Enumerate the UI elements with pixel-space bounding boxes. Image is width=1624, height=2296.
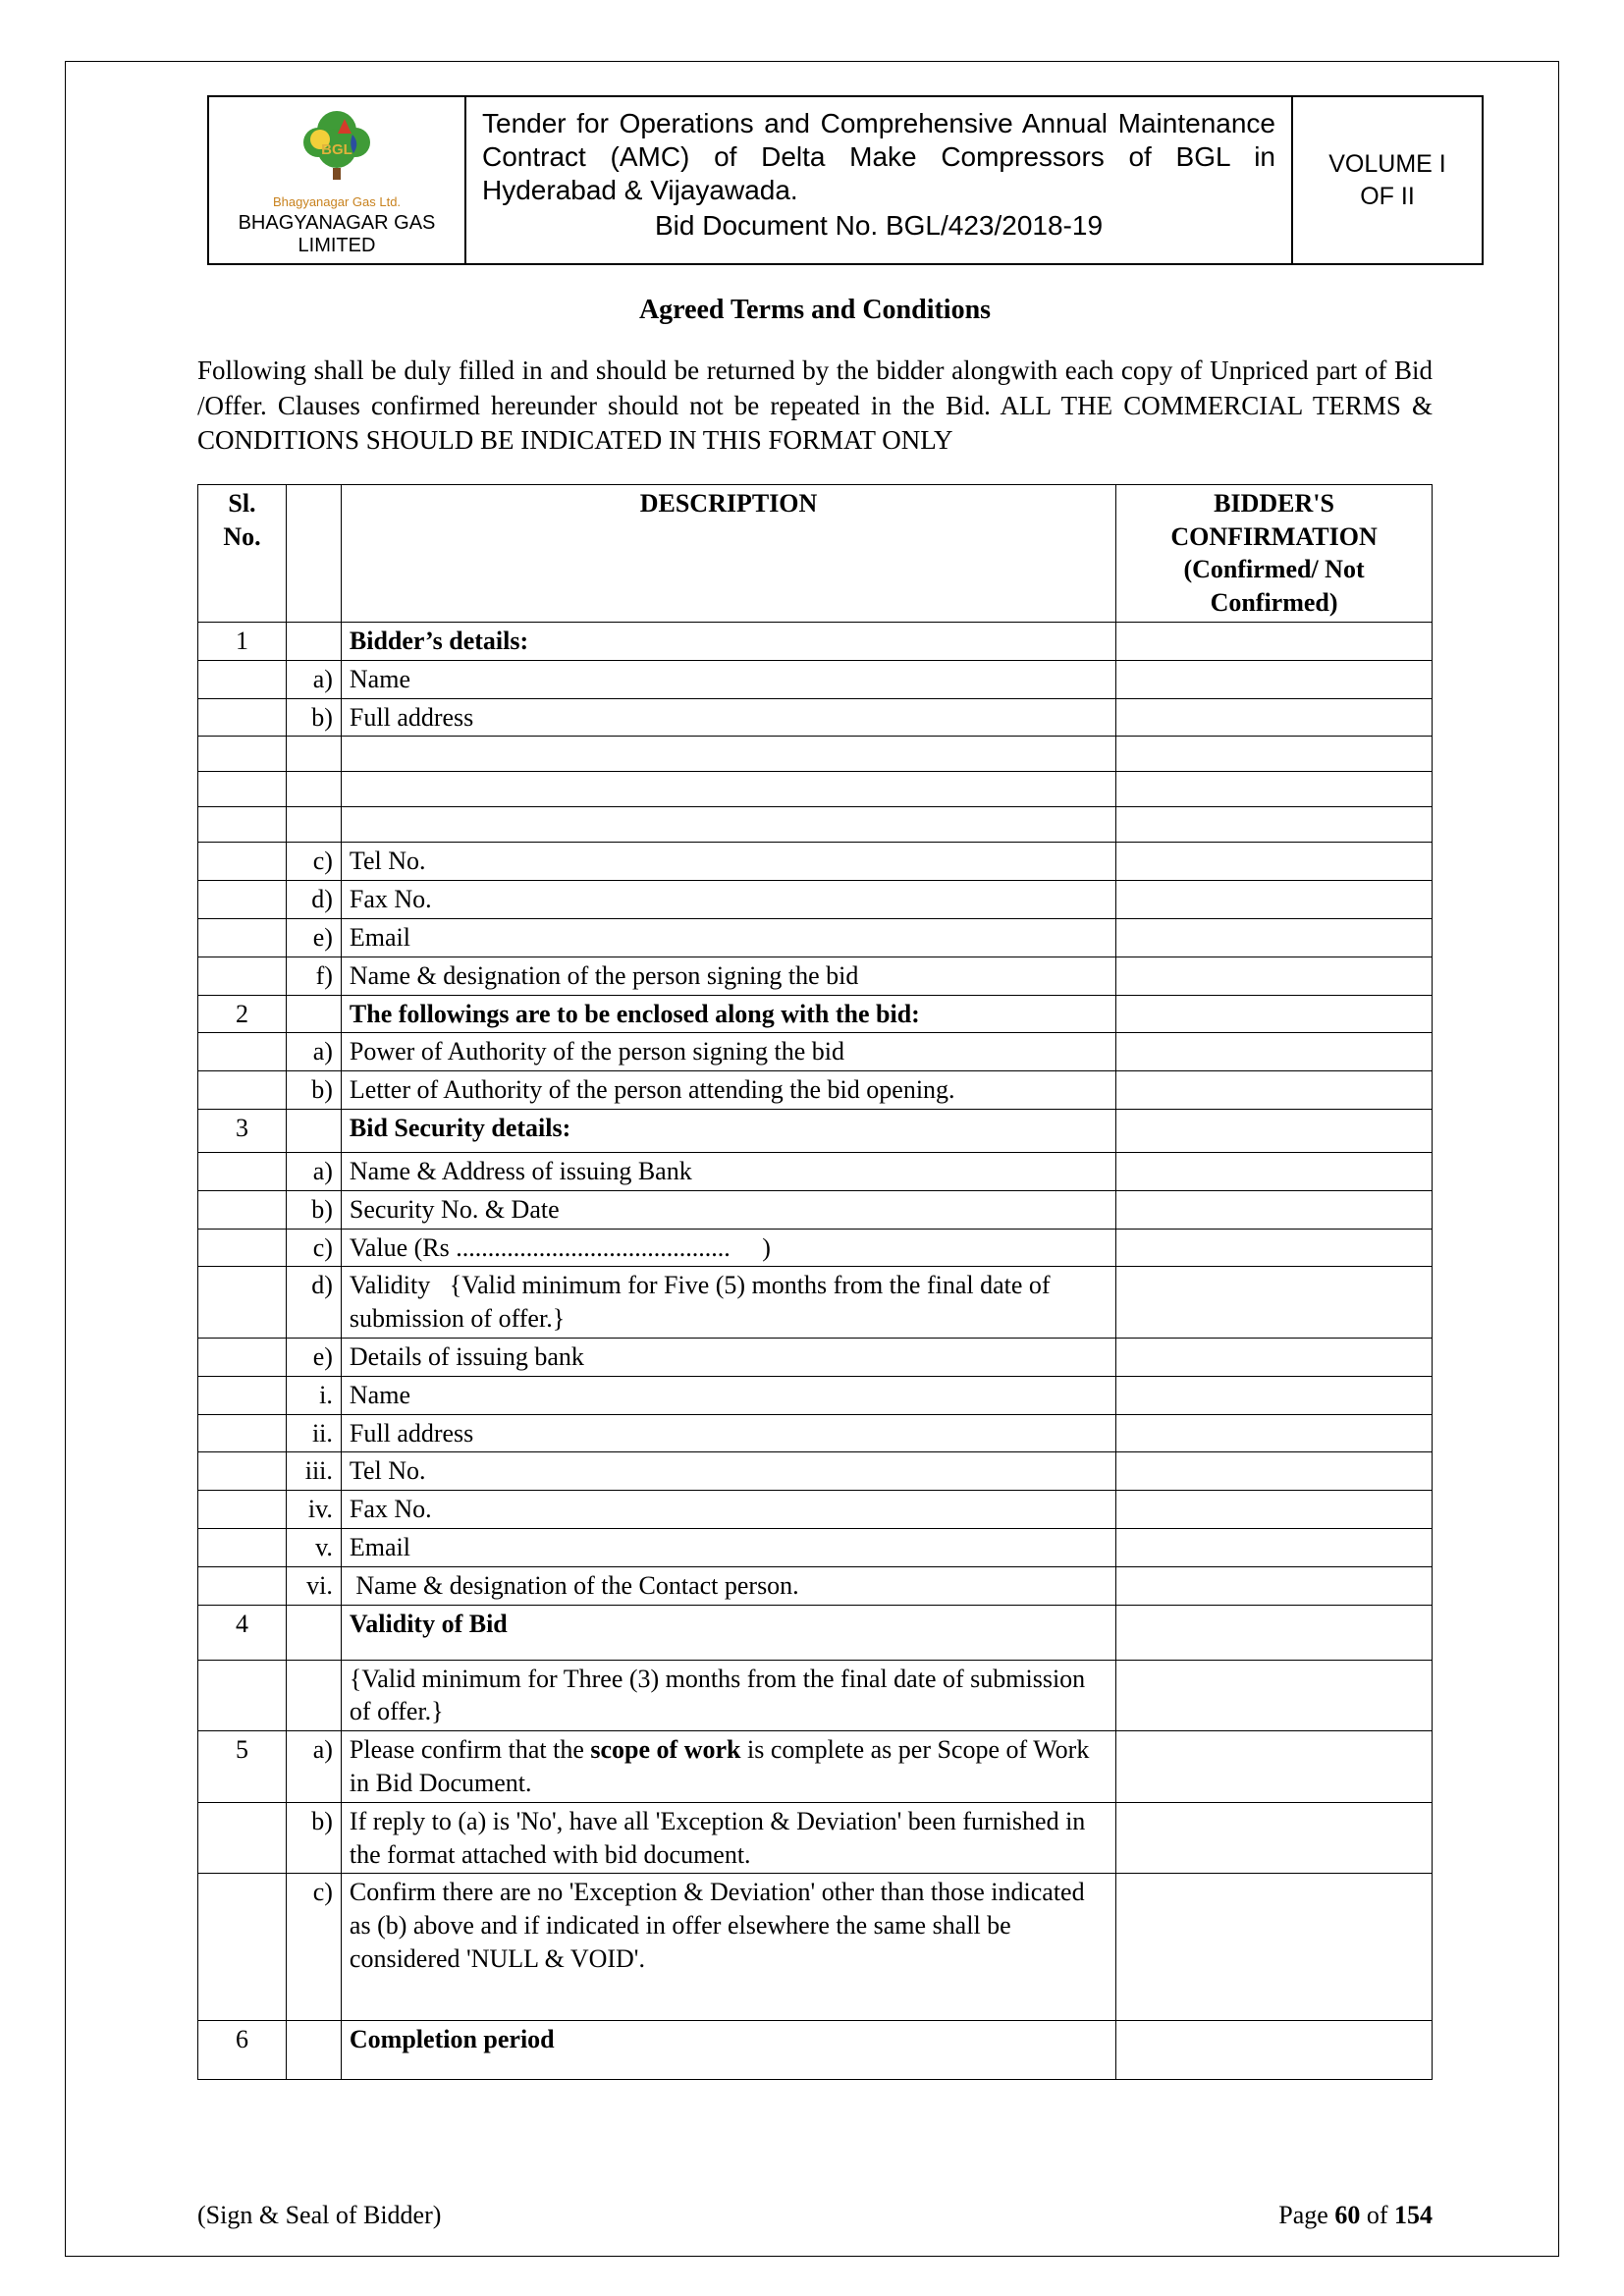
description-cell: Name	[341, 1376, 1115, 1414]
table-row	[198, 772, 1433, 807]
sl-no-cell: 2	[198, 995, 287, 1033]
table-row	[198, 1731, 1433, 1803]
logo-cell	[209, 97, 466, 263]
sub-index-cell: b)	[286, 1190, 341, 1229]
confirmation-cell	[1116, 1731, 1433, 1803]
description-cell: Fax No.	[341, 1491, 1115, 1529]
sub-index-cell	[286, 1110, 341, 1153]
sl-no-cell: 3	[198, 1110, 287, 1153]
table-row	[198, 1529, 1433, 1567]
table-row	[198, 1190, 1433, 1229]
confirmation-cell	[1116, 1605, 1433, 1660]
description-cell: Fax No.	[341, 881, 1115, 919]
table-row	[198, 698, 1433, 737]
volume-line2: OF II	[1360, 182, 1415, 210]
bid-document-number: Bid Document No. BGL/423/2018-19	[654, 210, 1104, 242]
confirmation-cell	[1116, 1033, 1433, 1071]
sl-no-cell	[198, 698, 287, 737]
sl-no-cell	[198, 737, 287, 772]
confirmation-cell	[1116, 660, 1433, 698]
page-title: Agreed Terms and Conditions	[638, 295, 992, 325]
description-cell: Completion period	[341, 2021, 1115, 2080]
sub-index-cell	[286, 2021, 341, 2080]
description-cell	[341, 807, 1115, 843]
table-row	[198, 2021, 1433, 2080]
table-row	[198, 843, 1433, 881]
sub-index-cell: i.	[286, 1376, 341, 1414]
sub-index-cell: iv.	[286, 1491, 341, 1529]
table-header-row	[198, 484, 1433, 622]
sl-no-cell	[198, 1414, 287, 1452]
table-row	[198, 1605, 1433, 1660]
tender-title-cell	[466, 97, 1293, 263]
sl-no-cell	[198, 881, 287, 919]
table-row	[198, 1033, 1433, 1071]
confirmation-cell	[1116, 1071, 1433, 1110]
confirmation-cell	[1116, 881, 1433, 919]
description-cell: Tel No.	[341, 843, 1115, 881]
confirmation-cell	[1116, 995, 1433, 1033]
terms-table	[197, 484, 1433, 2081]
sl-no-cell: 6	[198, 2021, 287, 2080]
description-cell: Validity of Bid	[341, 1605, 1115, 1660]
sl-no-cell	[198, 1071, 287, 1110]
sub-index-cell: e)	[286, 1339, 341, 1377]
sl-no-cell	[198, 772, 287, 807]
confirmation-cell	[1116, 1452, 1433, 1491]
sl-no-cell	[198, 1491, 287, 1529]
document-header	[207, 95, 1484, 265]
table-row	[198, 919, 1433, 957]
tender-title: Tender for Operations and Comprehensive Annual Maintenance Contract (AMC) of Delta Make Compressors of BGL in Hyderabad & Vijayawada.	[482, 108, 1275, 206]
company-name-line1: BHAGYANAGAR GAS	[238, 212, 436, 234]
confirmation-cell	[1116, 1660, 1433, 1731]
sub-index-cell	[286, 1605, 341, 1660]
sl-no-header: Sl. No.	[198, 484, 287, 622]
sub-index-cell: iii.	[286, 1452, 341, 1491]
sub-index-cell: b)	[286, 1071, 341, 1110]
description-cell: The followings are to be enclosed along with the bid:	[341, 995, 1115, 1033]
confirmation-cell	[1116, 2021, 1433, 2080]
confirmation-cell	[1116, 843, 1433, 881]
description-cell: Name & designation of the Contact person.	[341, 1566, 1115, 1605]
sub-index-cell	[286, 623, 341, 661]
sub-index-cell	[286, 807, 341, 843]
confirmation-cell	[1116, 1566, 1433, 1605]
confirmation-cell	[1116, 1414, 1433, 1452]
table-row	[198, 1874, 1433, 2021]
description-cell: Name	[341, 660, 1115, 698]
sl-no-cell: 4	[198, 1605, 287, 1660]
sub-index-cell: v.	[286, 1529, 341, 1567]
table-row	[198, 957, 1433, 995]
confirmation-header: BIDDER'S CONFIRMATION (Confirmed/ Not Confirmed)	[1116, 484, 1433, 622]
confirmation-cell	[1116, 1190, 1433, 1229]
table-row	[198, 1153, 1433, 1191]
sl-no-cell	[198, 1376, 287, 1414]
sub-index-cell	[286, 1660, 341, 1731]
confirmation-cell	[1116, 1376, 1433, 1414]
sl-no-cell	[198, 660, 287, 698]
table-row	[198, 1414, 1433, 1452]
sl-no-cell	[198, 843, 287, 881]
confirmation-cell	[1116, 807, 1433, 843]
table-row	[198, 737, 1433, 772]
sl-no-cell	[198, 1153, 287, 1191]
description-cell: Name & designation of the person signing the bid	[341, 957, 1115, 995]
confirmation-cell	[1116, 1529, 1433, 1567]
sub-index-cell: ii.	[286, 1414, 341, 1452]
sub-index-cell: a)	[286, 1731, 341, 1803]
logo-tagline: Bhagyanagar Gas Ltd.	[272, 194, 402, 209]
description-cell: Validity {Valid minimum for Five (5) months from the final date of submission of offer.}	[341, 1267, 1115, 1339]
sl-no-cell	[198, 1339, 287, 1377]
description-cell: Full address	[341, 1414, 1115, 1452]
sl-no-cell	[198, 1452, 287, 1491]
sub-index-header	[286, 484, 341, 622]
description-cell: Confirm there are no 'Exception & Deviation' other than those indicated as (b) above and if indicated in offer elsewhere the same shall be considered 'NULL & VOID'.	[341, 1874, 1115, 2021]
confirmation-cell	[1116, 1110, 1433, 1153]
table-row	[198, 1229, 1433, 1267]
sub-index-cell: a)	[286, 660, 341, 698]
svg-text:BGL: BGL	[321, 141, 352, 158]
sub-index-cell: d)	[286, 1267, 341, 1339]
description-cell: Name & Address of issuing Bank	[341, 1153, 1115, 1191]
sl-no-cell: 1	[198, 623, 287, 661]
sub-index-cell: e)	[286, 919, 341, 957]
description-cell: Please confirm that the scope of work is complete as per Scope of Work in Bid Document.	[341, 1731, 1115, 1803]
sign-seal-note: (Sign & Seal of Bidder)	[197, 2201, 442, 2229]
table-row	[198, 660, 1433, 698]
confirmation-cell	[1116, 737, 1433, 772]
page-footer	[197, 2201, 1433, 2230]
table-row	[198, 807, 1433, 843]
description-cell: Value (Rs ........................................... )	[341, 1229, 1115, 1267]
confirmation-cell	[1116, 1339, 1433, 1377]
confirmation-cell	[1116, 623, 1433, 661]
table-row	[198, 1452, 1433, 1491]
sl-no-cell	[198, 1229, 287, 1267]
sub-index-cell: c)	[286, 1874, 341, 2021]
description-cell: Email	[341, 919, 1115, 957]
confirmation-cell	[1116, 1802, 1433, 1874]
company-name-line2: LIMITED	[298, 235, 376, 256]
confirmation-cell	[1116, 919, 1433, 957]
table-row	[198, 1491, 1433, 1529]
page-number	[1278, 2201, 1433, 2230]
sub-index-cell	[286, 772, 341, 807]
sub-index-cell: d)	[286, 881, 341, 919]
sub-index-cell: b)	[286, 698, 341, 737]
sl-no-cell	[198, 1267, 287, 1339]
description-cell: Full address	[341, 698, 1115, 737]
sl-no-cell	[198, 1874, 287, 2021]
confirmation-cell	[1116, 1153, 1433, 1191]
sl-no-cell	[198, 807, 287, 843]
table-row	[198, 995, 1433, 1033]
company-name	[239, 212, 436, 257]
confirmation-cell	[1116, 698, 1433, 737]
description-cell: Bidder’s details:	[341, 623, 1115, 661]
confirmation-cell	[1116, 957, 1433, 995]
sub-index-cell: a)	[286, 1153, 341, 1191]
table-row	[198, 1339, 1433, 1377]
table-row	[198, 1566, 1433, 1605]
description-cell: Security No. & Date	[341, 1190, 1115, 1229]
confirmation-cell	[1116, 772, 1433, 807]
confirmation-cell	[1116, 1491, 1433, 1529]
table-row	[198, 623, 1433, 661]
table-row	[198, 1802, 1433, 1874]
description-cell: Power of Authority of the person signing the bid	[341, 1033, 1115, 1071]
sl-no-cell	[198, 1190, 287, 1229]
table-row	[198, 1376, 1433, 1414]
terms-table-body	[198, 623, 1433, 2080]
sub-index-cell: b)	[286, 1802, 341, 1874]
bgl-logo-icon	[288, 103, 386, 198]
sub-index-cell: vi.	[286, 1566, 341, 1605]
description-cell	[341, 737, 1115, 772]
table-row	[198, 1267, 1433, 1339]
sub-index-cell	[286, 995, 341, 1033]
table-row	[198, 881, 1433, 919]
table-row	[198, 1071, 1433, 1110]
confirmation-cell	[1116, 1229, 1433, 1267]
confirmation-cell	[1116, 1874, 1433, 2021]
volume-line1: VOLUME I	[1328, 150, 1446, 178]
sl-no-cell	[198, 1529, 287, 1567]
volume-cell	[1293, 97, 1482, 263]
table-row	[198, 1110, 1433, 1153]
sub-index-cell	[286, 737, 341, 772]
sub-index-cell: a)	[286, 1033, 341, 1071]
confirmation-cell	[1116, 1267, 1433, 1339]
page-frame	[65, 61, 1559, 2257]
sl-no-cell: 5	[198, 1731, 287, 1803]
sl-no-cell	[198, 1566, 287, 1605]
description-cell: {Valid minimum for Three (3) months from the final date of submission of offer.}	[341, 1660, 1115, 1731]
description-cell: Email	[341, 1529, 1115, 1567]
intro-paragraph: Following shall be duly filled in and should be returned by the bidder alongwith each copy of Unpriced part of Bid /Offer. Clauses confirmed hereunder should not be repeated in the Bid. ALL THE COMMERCIAL TERMS & CONDITIONS SHOULD BE INDICATED IN THIS FORMAT ONLY	[197, 355, 1433, 456]
sub-index-cell: f)	[286, 957, 341, 995]
sub-index-cell: c)	[286, 1229, 341, 1267]
description-cell: Details of issuing bank	[341, 1339, 1115, 1377]
sl-no-cell	[198, 919, 287, 957]
sub-index-cell: c)	[286, 843, 341, 881]
description-cell: Tel No.	[341, 1452, 1115, 1491]
page-number-text: Page 60 of 154	[1278, 2201, 1433, 2229]
description-cell: Letter of Authority of the person attending the bid opening.	[341, 1071, 1115, 1110]
table-row	[198, 1660, 1433, 1731]
description-cell: Bid Security details:	[341, 1110, 1115, 1153]
sl-no-cell	[198, 1660, 287, 1731]
sl-no-cell	[198, 1802, 287, 1874]
sl-no-cell	[198, 1033, 287, 1071]
sl-no-cell	[198, 957, 287, 995]
description-header: DESCRIPTION	[341, 484, 1115, 622]
description-cell: If reply to (a) is 'No', have all 'Exception & Deviation' been furnished in the format attached with bid document.	[341, 1802, 1115, 1874]
description-cell	[341, 772, 1115, 807]
